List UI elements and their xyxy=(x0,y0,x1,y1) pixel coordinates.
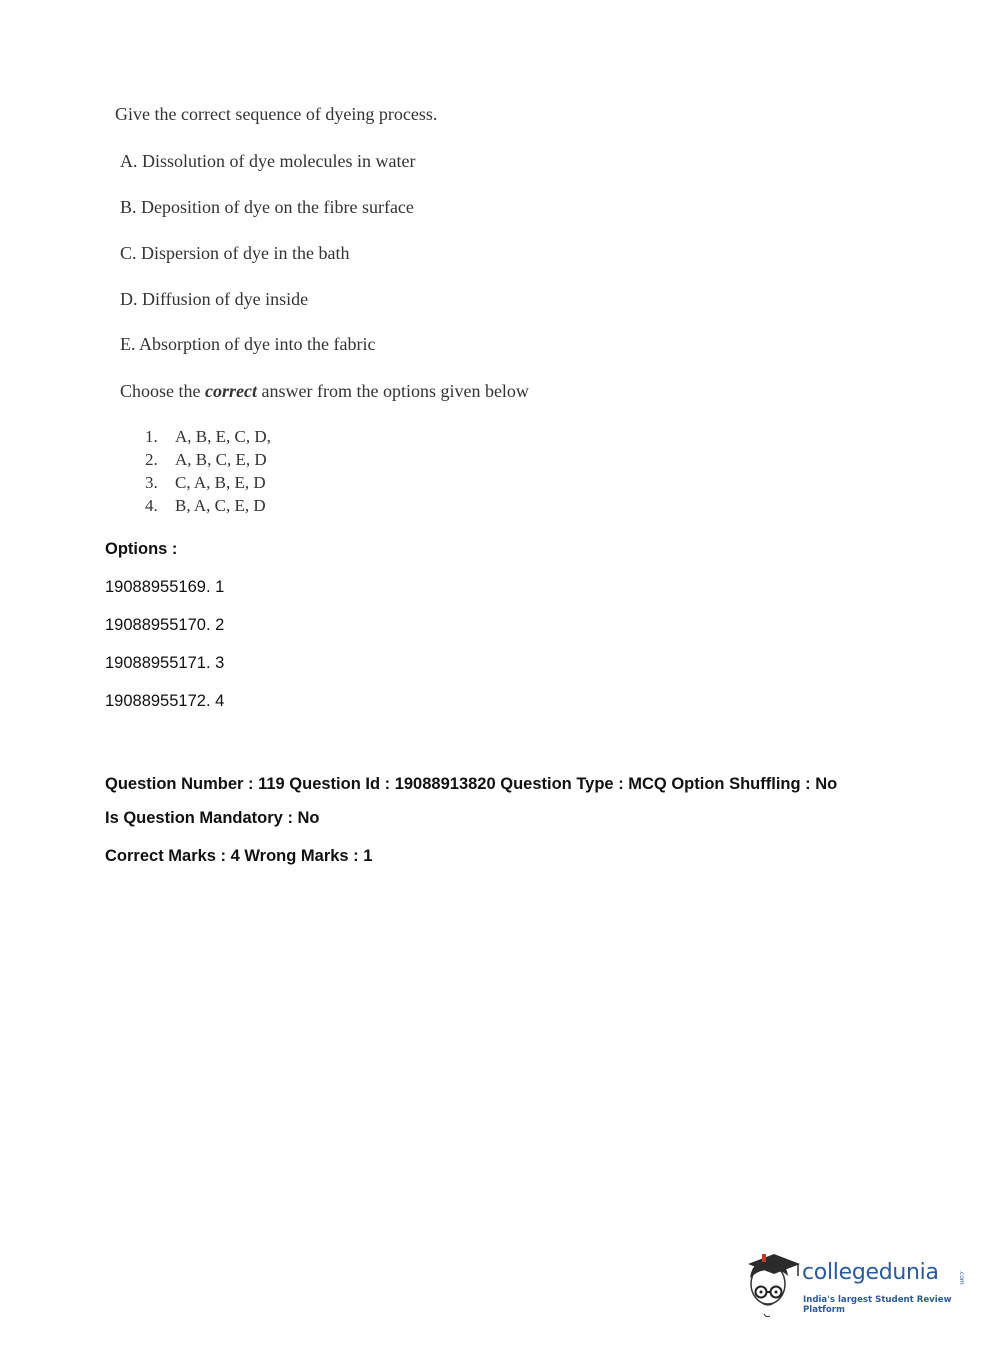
option-item: 19088955170. 2 xyxy=(105,616,225,634)
statement-d: D. Diffusion of dye inside xyxy=(120,289,309,309)
mascot-icon xyxy=(742,1248,802,1318)
statement-e: E. Absorption of dye into the fabric xyxy=(120,334,376,354)
choice-number: 1. xyxy=(145,427,158,446)
choice-text: C, A, B, E, D xyxy=(175,473,266,492)
logo-wordmark: collegedunia xyxy=(802,1260,939,1285)
question-prompt: Give the correct sequence of dyeing process. xyxy=(115,104,438,124)
choose-instruction: Choose the correct answer from the options given below xyxy=(120,381,529,401)
choice-text: B, A, C, E, D xyxy=(175,496,266,515)
option-item: 19088955172. 4 xyxy=(105,692,225,710)
statement-c: C. Dispersion of dye in the bath xyxy=(120,243,350,263)
logo-tagline: India's largest Student Review Platform xyxy=(803,1295,952,1315)
choice-number: 4. xyxy=(145,496,158,515)
choice-text: A, B, E, C, D, xyxy=(175,427,271,446)
statement-a: A. Dissolution of dye molecules in water xyxy=(120,151,416,171)
options-heading: Options : xyxy=(105,540,178,558)
statement-b: B. Deposition of dye on the fibre surface xyxy=(120,197,414,217)
marks-line: Correct Marks : 4 Wrong Marks : 1 xyxy=(105,847,373,865)
choice-number: 3. xyxy=(145,473,158,492)
choice-text: A, B, C, E, D xyxy=(175,450,267,469)
option-item: 19088955169. 1 xyxy=(105,578,225,596)
question-meta-line: Question Number : 119 Question Id : 19088913820 Question Type : MCQ Option Shuffling : No xyxy=(105,775,838,793)
choose-emphasis: correct xyxy=(205,381,257,401)
mandatory-line: Is Question Mandatory : No xyxy=(105,809,320,827)
logo-domain-suffix: .com xyxy=(958,1270,965,1285)
choice-number: 2. xyxy=(145,450,158,469)
option-item: 19088955171. 3 xyxy=(105,654,225,672)
collegedunia-logo xyxy=(742,1248,977,1318)
